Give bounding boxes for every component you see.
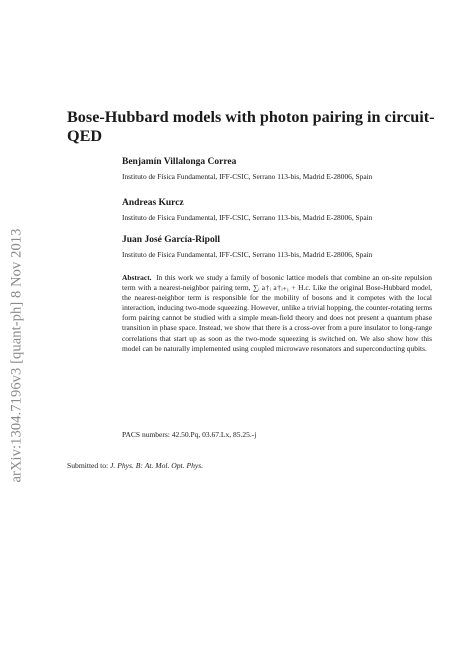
author-block-1 — [122, 156, 442, 182]
submitted-to — [67, 461, 203, 471]
abstract-label: Abstract. — [122, 273, 152, 282]
paper-title: Bose-Hubbard models with photon pairing in circuit-QED — [67, 108, 435, 145]
author-name: Benjamín Villalonga Correa — [122, 157, 237, 167]
arxiv-identifier-text: arXiv:1304.7196v3 [quant-ph] 8 Nov 2013 — [8, 228, 25, 482]
pacs-numbers: PACS numbers: 42.50.Pq, 03.67.Lx, 85.25.-j — [122, 430, 257, 439]
author-affiliation: Instituto de Física Fundamental, IFF-CSIC, Serrano 113-bis, Madrid E-28006, Spain — [122, 172, 373, 181]
abstract — [122, 273, 432, 354]
arxiv-identifier-stamp — [2, 205, 32, 505]
author-block-3 — [122, 234, 442, 260]
author-name: Andreas Kurcz — [122, 198, 184, 208]
author-affiliation: Instituto de Física Fundamental, IFF-CSIC, Serrano 113-bis, Madrid E-28006, Spain — [122, 250, 373, 259]
abstract-text-before: In this work we study a family of bosonic lattice models that combine an on-site repulsion term with a nearest-neighbor pairing term, — [122, 273, 432, 293]
author-affiliation: Instituto de Física Fundamental, IFF-CSIC, Serrano 113-bis, Madrid E-28006, Spain — [122, 213, 373, 222]
submitted-label: Submitted to: — [67, 461, 111, 470]
author-name: Juan José García-Ripoll — [122, 235, 220, 245]
abstract-formula: ∑ᵢ a†ᵢ a†ᵢ₊₁ + H.c. — [252, 283, 311, 293]
submitted-journal: J. Phys. B: At. Mol. Opt. Phys. — [110, 461, 204, 470]
author-block-2 — [122, 197, 442, 223]
abstract-text-after: Like the original Bose-Hubbard model, the nearest-neighbor term is responsible for the mobility of bosons and it competes with the local interaction, inducing two-mode squeezing. However, unlike a trivial hopping, the counter-rotating terms form pairing cannot be studied with a simple mean-field theory and does not present a quantum phase transition in phase space. Instead, we show that there is a cross-over from a pure insulator to long-range correlations that start up as soon as the two-mode squeezing is switched on. We also show how this model can be naturally implemented using coupled microwave resonators and superconducting qubits. — [122, 283, 432, 353]
